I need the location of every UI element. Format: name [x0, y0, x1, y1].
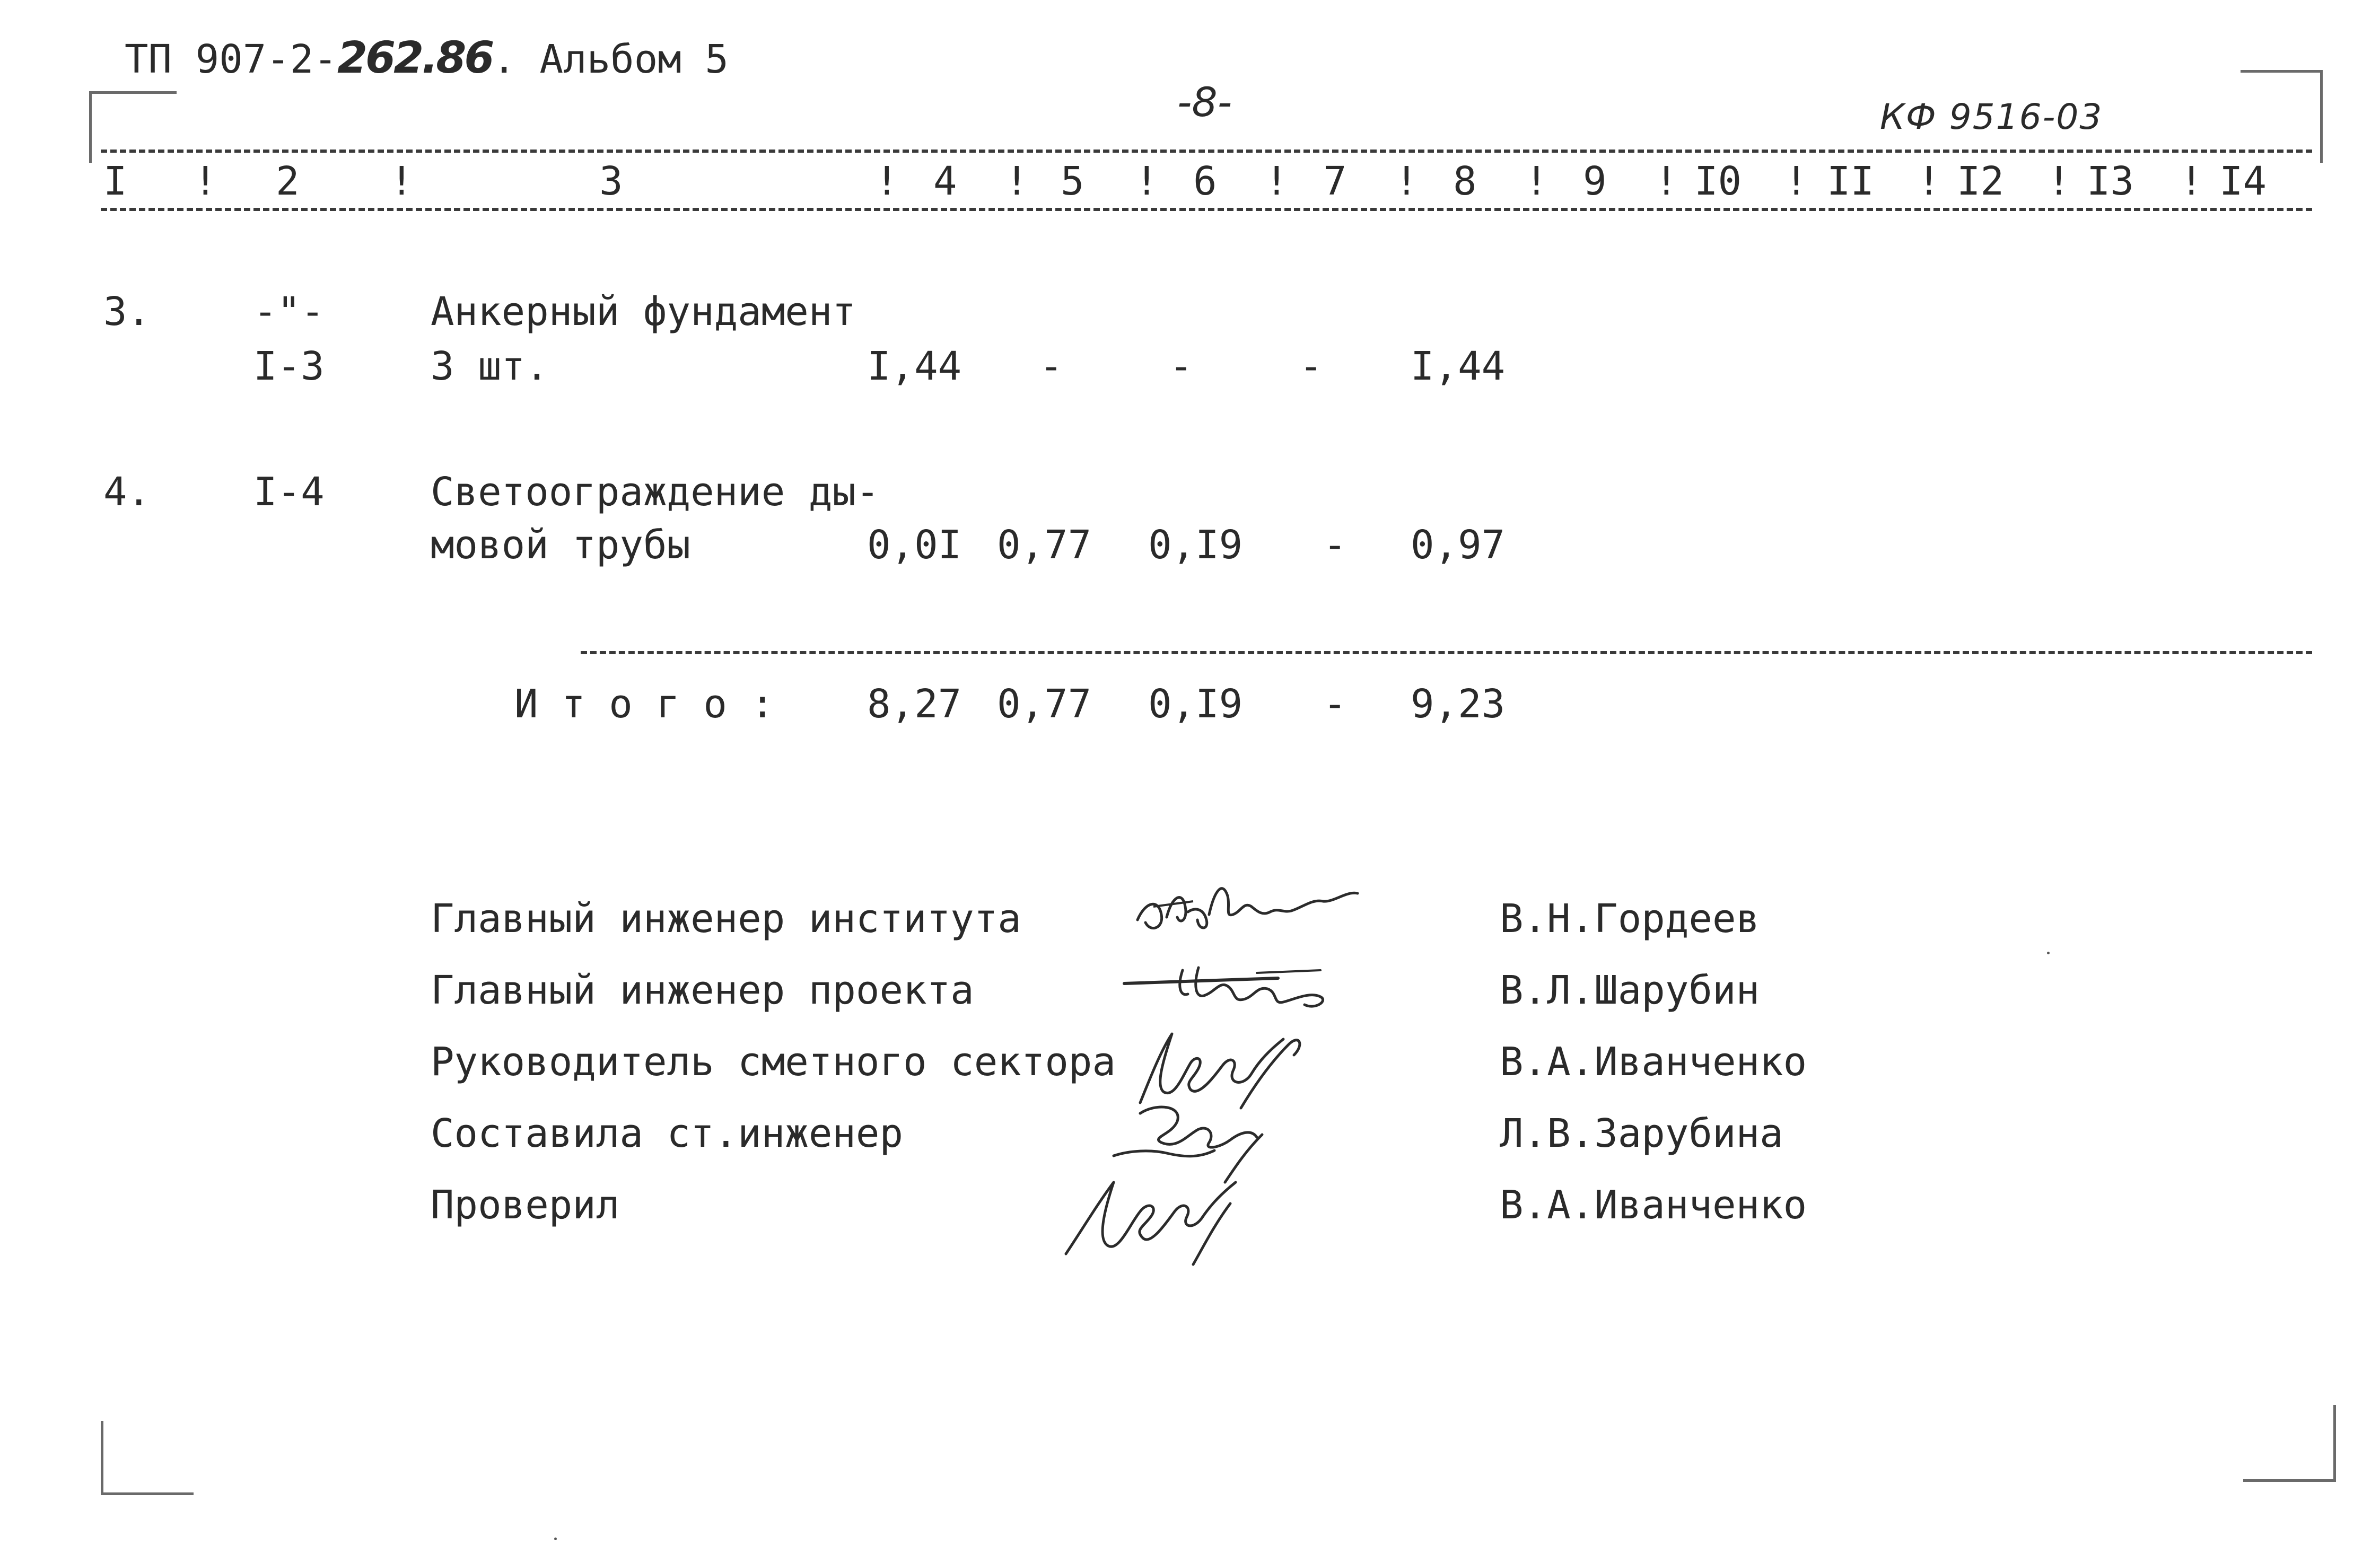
- signature-title: Составила ст.инженер: [431, 1111, 904, 1156]
- column-separator: !: [1525, 159, 1548, 204]
- row-col7-value: -: [1299, 344, 1323, 389]
- signature-name: В.Л.Шарубин: [1500, 968, 1760, 1013]
- column-number: II: [1827, 159, 1875, 204]
- signature-handwritten-2: [1119, 949, 1342, 1023]
- doc-code-handwritten: 262.86: [337, 33, 493, 83]
- frame-corner-bottom-right: [2243, 1405, 2336, 1482]
- column-header-row: [0, 155, 2380, 208]
- column-separator: !: [390, 159, 414, 204]
- column-number: 2: [276, 159, 300, 204]
- scan-speck: [2047, 952, 2050, 954]
- row-number: 3.: [103, 289, 151, 335]
- signature-handwritten-1: [1130, 869, 1368, 949]
- row-col4-value: I,44: [867, 344, 962, 389]
- row-code: -"-: [253, 289, 325, 335]
- header-dashed-line-bottom: [101, 208, 2312, 211]
- scan-speck: [554, 1538, 557, 1540]
- doc-code-suffix: . Альбом 5: [492, 37, 729, 82]
- column-number: I0: [1694, 159, 1742, 204]
- column-number: 5: [1061, 159, 1084, 204]
- signature-name: В.А.Иванченко: [1500, 1182, 1807, 1228]
- row-col6-value: -: [1169, 344, 1193, 389]
- row-name: 3 шт.: [431, 344, 549, 389]
- signature-title: Руководитель сметного сектора: [431, 1039, 1116, 1085]
- row-name: Анкерный фундамент: [431, 289, 856, 335]
- row-col5-value: -: [1039, 344, 1063, 389]
- column-separator: !: [875, 159, 899, 204]
- stamp-code: КФ 9516-03: [1880, 96, 2103, 137]
- column-separator: !: [1135, 159, 1159, 204]
- column-number: 9: [1583, 159, 1607, 204]
- signature-name: В.А.Иванченко: [1500, 1039, 1807, 1085]
- row-col8-value: I,44: [1411, 344, 1506, 389]
- total-dashed-separator: [581, 651, 2312, 654]
- total-col6-value: 0,I9: [1148, 681, 1243, 727]
- column-separator: !: [2047, 159, 2071, 204]
- row-col6-value: 0,I9: [1148, 522, 1243, 568]
- signature-name: Л.В.Зарубина: [1500, 1111, 1783, 1156]
- row-code: I-3: [253, 344, 325, 389]
- doc-code-prefix: ТП 907-2-: [125, 37, 337, 82]
- column-separator: !: [1655, 159, 1678, 204]
- header-dashed-line-top: [101, 150, 2312, 153]
- page-number: -8-: [1177, 78, 1232, 126]
- column-separator: !: [1005, 159, 1029, 204]
- column-number: 3: [599, 159, 623, 204]
- row-name: мовой трубы: [431, 522, 691, 568]
- column-separator: !: [1395, 159, 1419, 204]
- column-number: 8: [1453, 159, 1477, 204]
- signature-title: Главный инженер института: [431, 896, 1021, 942]
- signature-title: Проверил: [431, 1182, 620, 1228]
- total-col4-value: 8,27: [867, 681, 962, 727]
- row-number: 4.: [103, 469, 151, 515]
- column-separator: !: [1784, 159, 1808, 204]
- document-code: [125, 33, 729, 83]
- column-separator: !: [194, 159, 217, 204]
- frame-corner-bottom-left: [101, 1421, 194, 1495]
- column-number: I4: [2219, 159, 2267, 204]
- column-number: I: [103, 159, 127, 204]
- column-separator: !: [2180, 159, 2203, 204]
- column-number: 6: [1193, 159, 1217, 204]
- row-col5-value: 0,77: [997, 522, 1092, 568]
- column-number: I2: [1957, 159, 2005, 204]
- row-name: Светоограждение ды-: [431, 469, 880, 515]
- column-number: I3: [2087, 159, 2134, 204]
- row-code: I-4: [253, 469, 325, 515]
- row-col7-value: -: [1323, 522, 1347, 568]
- row-col4-value: 0,0I: [867, 522, 962, 568]
- total-col8-value: 9,23: [1411, 681, 1506, 727]
- row-col8-value: 0,97: [1411, 522, 1506, 568]
- total-label: И т о г о :: [514, 681, 775, 727]
- total-col5-value: 0,77: [997, 681, 1092, 727]
- total-col7-value: -: [1323, 681, 1347, 727]
- signature-handwritten-5: [1055, 1161, 1267, 1267]
- signature-title: Главный инженер проекта: [431, 968, 974, 1013]
- column-separator: !: [1265, 159, 1289, 204]
- frame-corner-top-right: [2241, 70, 2323, 163]
- column-separator: !: [1917, 159, 1941, 204]
- signature-name: В.Н.Гордеев: [1500, 896, 1760, 942]
- column-number: 4: [933, 159, 957, 204]
- column-number: 7: [1323, 159, 1347, 204]
